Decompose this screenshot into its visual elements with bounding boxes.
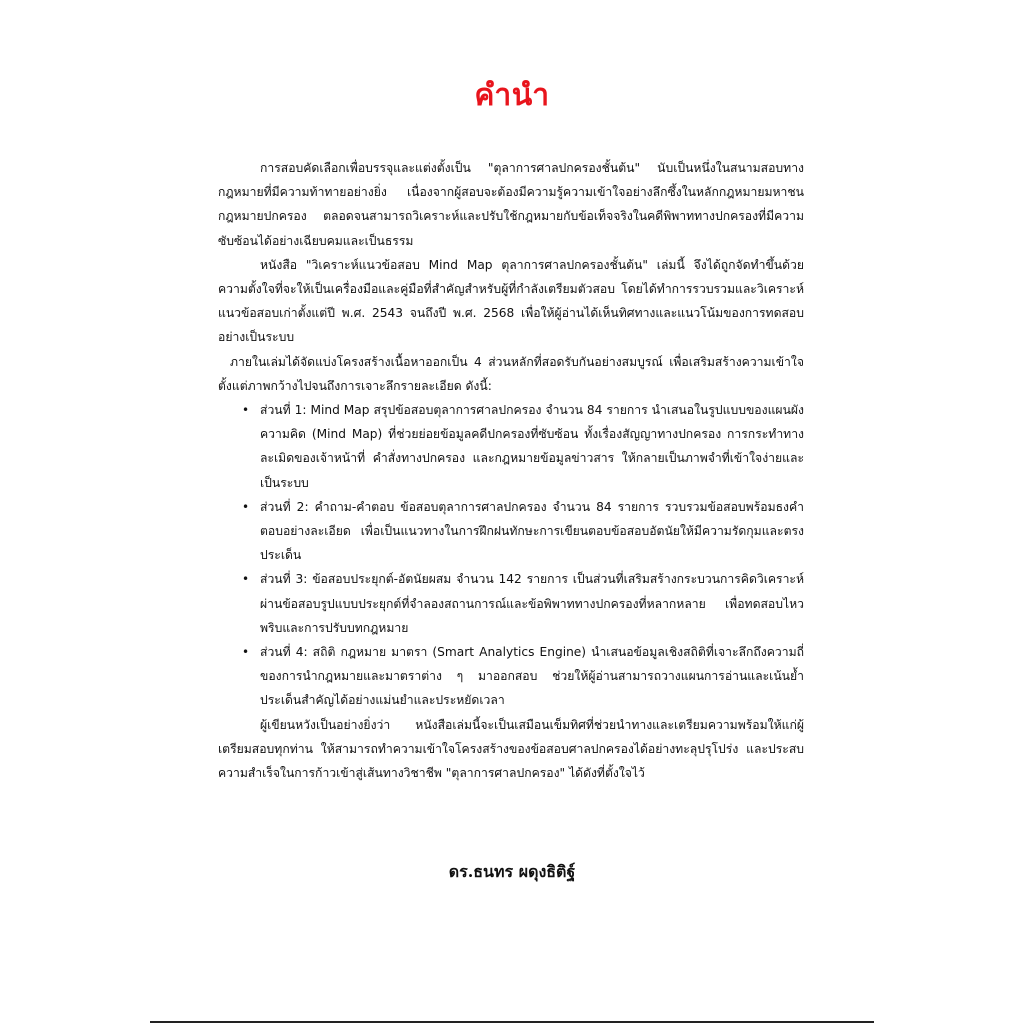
list-item-part-4 — [242, 640, 804, 713]
author-signature: ดร.ธนทร ผดุงธิติฐ์ — [448, 862, 576, 881]
bullet-icon: • — [242, 499, 250, 514]
bullet-icon: • — [242, 403, 250, 418]
list-item-text: ส่วนที่ 3: ข้อสอบประยุกต์-อัตนัยผสม จำนวน 142 รายการ เป็นส่วนที่เสริมสร้างกระบวนการคิดวิเคราะห์ ผ่านข้อสอบรูปแบบประยุกต์ที่จำลองสถานการณ์และข้อพิพาททางปกครองที่หลากหลาย เพื่อทดสอบไหวพริบและการปรับบทกฎหมาย — [260, 572, 804, 635]
paragraph-closing: ผู้เขียนหวังเป็นอย่างยิ่งว่า หนังสือเล่มนี้จะเป็นเสมือนเข็มทิศที่ช่วยนำทางและเตรียมความพร้อมให้แก่ผู้เตรียมสอบทุกท่าน ให้สามารถทำความเข้าใจโครงสร้างของข้อสอบศาลปกครองได้อย่างทะลุปรุโปร่ง และประสบความสำเร็จในการก้าวเข้าสู่เส้นทางวิชาชีพ "ตุลาการศาลปกครอง" ได้ดังที่ตั้งใจไว้ — [218, 717, 804, 781]
list-item-text: ส่วนที่ 4: สถิติ กฎหมาย มาตรา (Smart Analytics Engine) นำเสนอข้อมูลเชิงสถิติที่เจาะลึกถึงความถี่ของการนำกฎหมายและมาตราต่าง ๆ มาออกสอบ ช่วยให้ผู้อ่านสามารถวางแผนการอ่านและเน้นย้ำประเด็นสำคัญได้อย่างแม่นยำและประหยัดเวลา — [260, 645, 804, 708]
bullet-list — [218, 398, 804, 713]
list-item-text: ส่วนที่ 2: คำถาม-คำตอบ ข้อสอบตุลาการศาลปกครอง จำนวน 84 รายการ รวบรวมข้อสอบพร้อมธงคำตอบอย่างละเอียด เพื่อเป็นแนวทางในการฝึกฝนทักษะการเขียนตอบข้อสอบอัตนัยให้มีความรัดกุมและตรงประเด็น — [260, 499, 804, 563]
list-item-part-1 — [242, 398, 804, 495]
page-title: คำนำ — [474, 78, 550, 113]
paragraph-book-purpose: หนังสือ "วิเคราะห์แนวข้อสอบ Mind Map ตุลาการศาลปกครองชั้นต้น" เล่มนี้ จึงได้ถูกจัดทำขึ้นด้วยความตั้งใจที่จะให้เป็นเครื่องมือและคู่มือที่สำคัญสำหรับผู้ที่กำลังเตรียมตัวสอบ โดยได้ทำการรวบรวมและวิเคราะห์แนวข้อสอบเก่าตั้งแต่ปี พ.ศ. 2543 จนถึงปี พ.ศ. 2568 เพื่อให้ผู้อ่านได้เห็นทิศทางและแนวโน้มของการทดสอบอย่างเป็นระบบ — [218, 257, 804, 345]
paragraph-intro: การสอบคัดเลือกเพื่อบรรจุและแต่งตั้งเป็น "ตุลาการศาลปกครองชั้นต้น" นับเป็นหนึ่งในสนามสอบทางกฎหมายที่มีความท้าทายอย่างยิ่ง เนื่องจากผู้สอบจะต้องมีความรู้ความเข้าใจอย่างลึกซึ้งในหลักกฎหมายมหาชน กฎหมายปกครอง ตลอดจนสามารถวิเคราะห์และปรับใช้กฎหมายกับข้อเท็จจริงในคดีพิพาททางปกครองที่มีความซับซ้อนได้อย่างเฉียบคมและเป็นธรรม — [218, 161, 804, 248]
bullet-icon: • — [242, 645, 250, 660]
list-item-text: ส่วนที่ 1: Mind Map สรุปข้อสอบตุลาการศาลปกครอง จำนวน 84 รายการ นำเสนอในรูปแบบของแผนผังความคิด (Mind Map) ที่ช่วยย่อยข้อมูลคดีปกครองที่ซับซ้อน ทั้งเรื่องสัญญาทางปกครอง การกระทำทางละเมิดของเจ้าหน้าที่ คำสั่งทางปกครอง และกฎหมายข้อมูลข่าวสาร ให้กลายเป็นภาพจำที่เข้าใจง่ายและเป็นระบบ — [260, 403, 804, 490]
preface-body — [218, 156, 804, 785]
paragraph-structure: ภายในเล่มได้จัดแบ่งโครงสร้างเนื้อหาออกเป็น 4 ส่วนหลักที่สอดรับกันอย่างสมบูรณ์ เพื่อเสริมสร้างความเข้าใจตั้งแต่ภาพกว้างไปจนถึงการเจาะลึกรายละเอียด ดังนี้: — [218, 354, 804, 393]
list-item-part-2 — [242, 495, 804, 568]
bottom-divider — [150, 1021, 874, 1023]
list-item-part-3 — [242, 567, 804, 640]
bullet-icon: • — [242, 572, 250, 587]
